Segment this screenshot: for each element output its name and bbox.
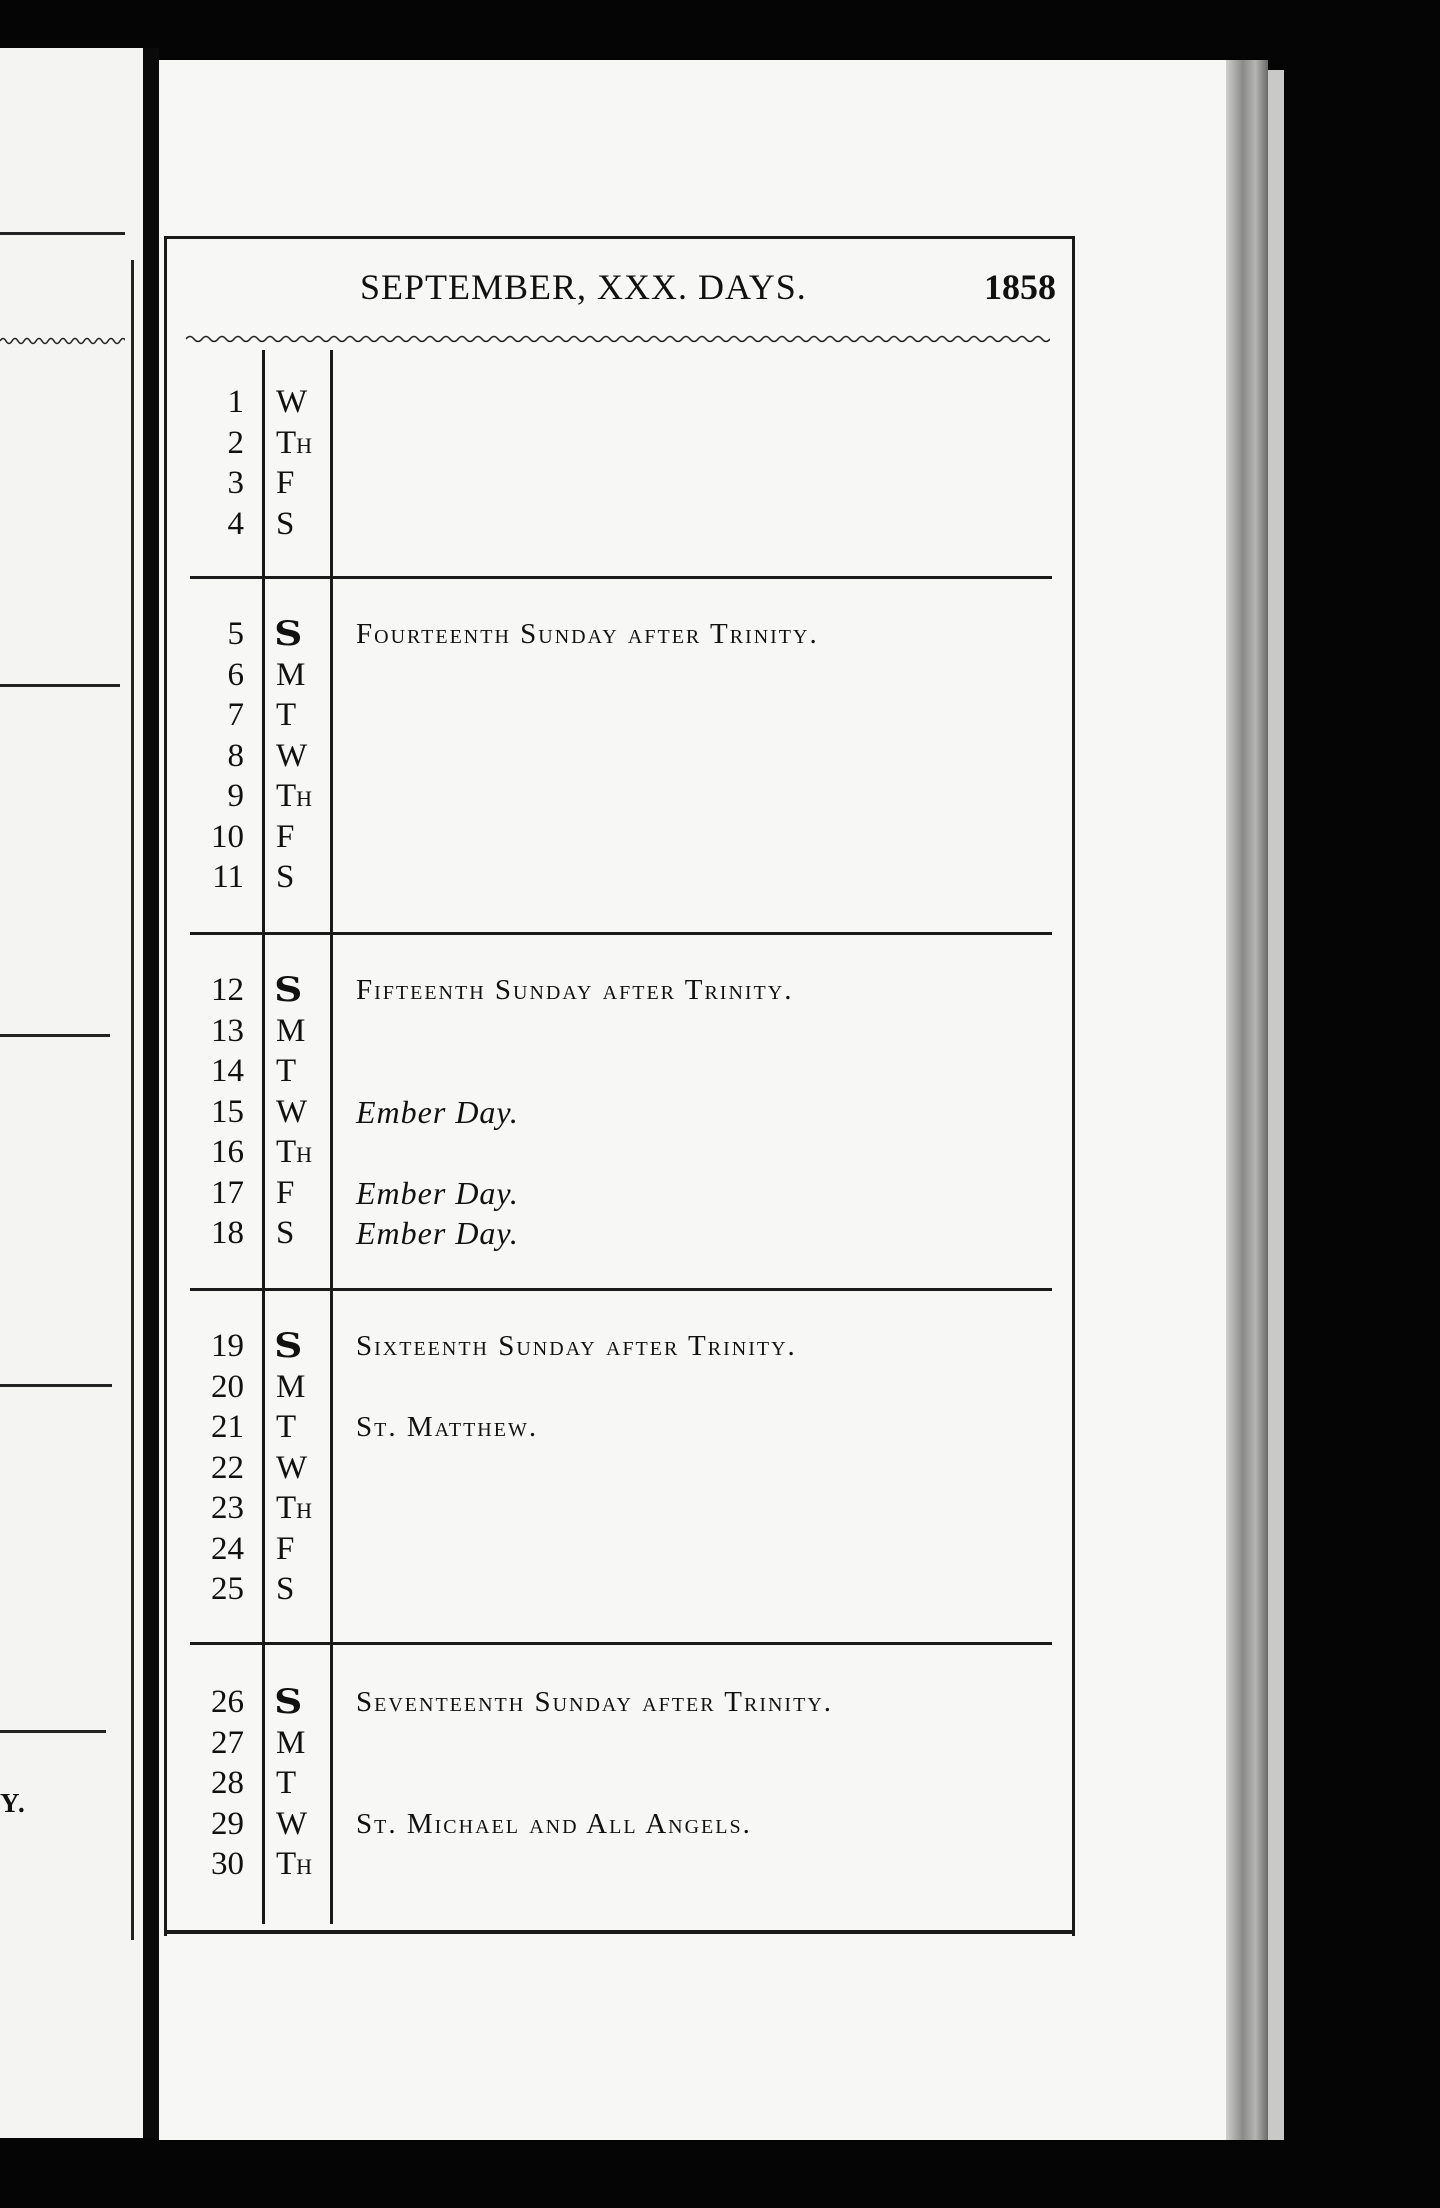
weekday-sunday-mark: S bbox=[274, 1326, 303, 1366]
day-number: 12 bbox=[211, 972, 244, 1008]
day-row bbox=[164, 1132, 1076, 1172]
weekday-abbrev: W bbox=[276, 737, 308, 774]
weekday-abbrev: S bbox=[276, 1571, 295, 1607]
page-edge bbox=[1268, 70, 1284, 2140]
weekday-abbrev: M bbox=[276, 1724, 306, 1761]
day-number: 26 bbox=[211, 1684, 244, 1720]
day-number: 13 bbox=[211, 1012, 244, 1049]
day-row bbox=[164, 1367, 1076, 1407]
weekday-abbrev: F bbox=[276, 465, 295, 501]
day-event: Fifteenth Sunday after Trinity. bbox=[356, 974, 794, 1006]
day-row bbox=[164, 1213, 1076, 1253]
day-event: Ember Day. bbox=[356, 1174, 519, 1211]
day-row bbox=[164, 504, 1076, 544]
month-title: SEPTEMBER, XXX. DAYS. bbox=[360, 267, 807, 307]
weekday-abbrev: T bbox=[276, 1053, 297, 1089]
weekday-abbrev: TH bbox=[276, 1134, 313, 1170]
day-event: Fourteenth Sunday after Trinity. bbox=[356, 618, 819, 650]
weekday-abbrev: T bbox=[276, 1765, 297, 1801]
day-row bbox=[164, 1723, 1076, 1763]
day-number: 14 bbox=[211, 1053, 244, 1089]
day-number: 18 bbox=[211, 1215, 244, 1251]
book-gutter bbox=[143, 48, 159, 2138]
weekday-abbrev: W bbox=[276, 1093, 308, 1130]
day-number: 16 bbox=[211, 1134, 244, 1170]
year-label: 1858 bbox=[984, 267, 1056, 307]
week-separator bbox=[190, 1642, 1052, 1645]
day-number: 20 bbox=[211, 1368, 244, 1405]
day-row bbox=[164, 736, 1076, 776]
day-row bbox=[164, 970, 1076, 1010]
day-event: Sixteenth Sunday after Trinity. bbox=[356, 1330, 797, 1362]
facing-page-wavy-rule bbox=[0, 336, 125, 346]
day-row bbox=[164, 463, 1076, 503]
facing-page-rule bbox=[0, 684, 120, 687]
weekday-abbrev: T bbox=[276, 1409, 297, 1445]
day-row bbox=[164, 1051, 1076, 1091]
facing-page-border bbox=[131, 260, 134, 1940]
weekday-abbrev: F bbox=[276, 1174, 295, 1211]
day-number: 9 bbox=[227, 778, 244, 814]
week-separator bbox=[190, 576, 1052, 579]
day-row bbox=[164, 817, 1076, 857]
day-row bbox=[164, 1804, 1076, 1844]
wavy-rule bbox=[186, 332, 1050, 346]
weekday-abbrev: W bbox=[276, 1805, 308, 1842]
weekday-abbrev: W bbox=[276, 384, 308, 420]
day-event: Ember Day. bbox=[356, 1215, 519, 1251]
day-number: 17 bbox=[211, 1174, 244, 1211]
day-number: 15 bbox=[211, 1093, 244, 1130]
day-row bbox=[164, 423, 1076, 463]
day-row bbox=[164, 1844, 1076, 1884]
day-row bbox=[164, 776, 1076, 816]
day-number: 25 bbox=[211, 1571, 244, 1607]
day-row bbox=[164, 1092, 1076, 1132]
day-number: 19 bbox=[211, 1328, 244, 1364]
day-number: 28 bbox=[211, 1765, 244, 1801]
day-row bbox=[164, 1407, 1076, 1447]
facing-page bbox=[0, 48, 143, 2138]
weekday-abbrev: F bbox=[276, 818, 295, 855]
weekday-abbrev: F bbox=[276, 1530, 295, 1567]
day-row bbox=[164, 1682, 1076, 1722]
day-event: St. Matthew. bbox=[356, 1411, 539, 1443]
day-row bbox=[164, 382, 1076, 422]
day-number: 7 bbox=[227, 697, 244, 733]
weekday-abbrev: T bbox=[276, 697, 297, 733]
weekday-abbrev: S bbox=[276, 859, 295, 895]
weekday-abbrev: S bbox=[276, 1215, 295, 1251]
weekday-abbrev: TH bbox=[276, 1846, 313, 1882]
day-number: 30 bbox=[211, 1846, 244, 1882]
day-row bbox=[164, 1569, 1076, 1609]
day-event: St. Michael and All Angels. bbox=[356, 1807, 752, 1840]
day-number: 3 bbox=[227, 465, 244, 501]
day-row bbox=[164, 1011, 1076, 1051]
weekday-abbrev: M bbox=[276, 1012, 306, 1049]
weekday-abbrev: W bbox=[276, 1449, 308, 1486]
weekday-abbrev: M bbox=[276, 1368, 306, 1405]
day-number: 2 bbox=[227, 424, 244, 461]
weekday-abbrev: TH bbox=[276, 424, 313, 461]
weekday-abbrev: TH bbox=[276, 1490, 313, 1526]
day-number: 6 bbox=[227, 656, 244, 693]
day-number: 21 bbox=[211, 1409, 244, 1445]
day-number: 22 bbox=[211, 1449, 244, 1486]
weekday-abbrev: M bbox=[276, 656, 306, 693]
day-row bbox=[164, 655, 1076, 695]
day-number: 11 bbox=[212, 859, 244, 895]
day-number: 8 bbox=[227, 737, 244, 774]
day-row bbox=[164, 1763, 1076, 1803]
day-number: 23 bbox=[211, 1490, 244, 1526]
day-number: 24 bbox=[211, 1530, 244, 1567]
day-row bbox=[164, 1529, 1076, 1569]
weekday-abbrev: TH bbox=[276, 778, 313, 814]
day-number: 10 bbox=[211, 818, 244, 855]
day-number: 27 bbox=[211, 1724, 244, 1761]
facing-page-rule bbox=[0, 1034, 110, 1037]
week-separator bbox=[190, 1288, 1052, 1291]
weekday-abbrev: S bbox=[276, 505, 295, 542]
weekday-sunday-mark: S bbox=[274, 970, 303, 1010]
week-separator bbox=[190, 932, 1052, 935]
day-row bbox=[164, 857, 1076, 897]
day-row bbox=[164, 1326, 1076, 1366]
day-number: 29 bbox=[211, 1805, 244, 1842]
day-number: 4 bbox=[227, 505, 244, 542]
facing-page-rule bbox=[0, 1384, 112, 1387]
day-number: 5 bbox=[227, 616, 244, 652]
facing-page-fragment-text: Y. bbox=[0, 1788, 26, 1818]
facing-page-rule bbox=[0, 232, 125, 235]
day-row bbox=[164, 1488, 1076, 1528]
facing-page-rule bbox=[0, 1730, 106, 1733]
day-row bbox=[164, 695, 1076, 735]
frame-top-border bbox=[164, 236, 1075, 239]
day-row bbox=[164, 1448, 1076, 1488]
day-number: 1 bbox=[227, 384, 244, 420]
page-edge bbox=[1226, 60, 1268, 2140]
day-event: Seventeenth Sunday after Trinity. bbox=[356, 1686, 834, 1718]
weekday-sunday-mark: S bbox=[274, 614, 303, 654]
day-event: Ember Day. bbox=[356, 1093, 519, 1130]
day-row bbox=[164, 614, 1076, 654]
day-row bbox=[164, 1173, 1076, 1213]
frame-bottom-border bbox=[164, 1930, 1075, 1934]
weekday-sunday-mark: S bbox=[274, 1682, 303, 1722]
